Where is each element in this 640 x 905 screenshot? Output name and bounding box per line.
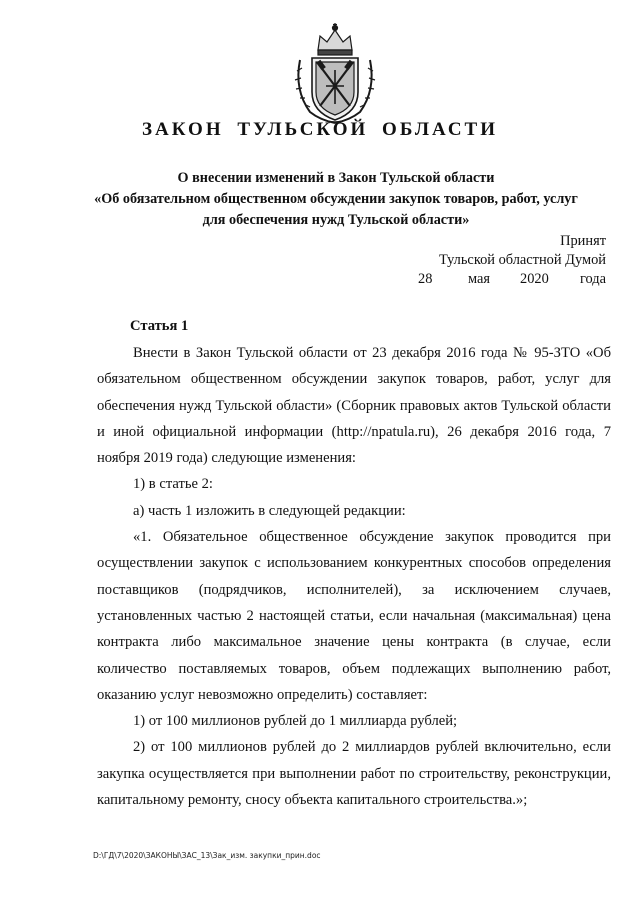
coat-of-arms-icon xyxy=(290,20,380,128)
subject-line: О внесении изменений в Закон Тульской области xyxy=(177,170,495,186)
adoption-month: мая xyxy=(468,271,491,287)
adoption-date xyxy=(418,270,606,289)
paragraph: 1) от 100 миллионов рублей до 1 миллиарда рублей; xyxy=(133,713,458,730)
file-path-footer: D:\ГД\7\2020\ЗАКОНЫ\ЗАС_13\Зак_изм. закупки_прин.doc xyxy=(93,851,321,860)
paragraph: а) часть 1 изложить в следующей редакции: xyxy=(133,502,406,519)
paragraph: 1) в статье 2: xyxy=(133,476,213,493)
article-title: Статья 1 xyxy=(130,318,189,334)
paragraph: Внести в Закон Тульской области от 23 декабря 2016 года № 95-ЗТО «Об обязательном общественном обсуждении закупок товаров, работ, услуг для обеспечения нужд Тульской области» (Сборник правовых актов Тульской области и иной официальной информации (http://npatula.ru), 26 декабря 2016 года, 7 ноября 2019 года) следующие изменения: xyxy=(97,345,611,467)
adoption-body: Тульской областной Думой xyxy=(439,252,606,268)
paragraph: «1. Обязательное общественное обсуждение закупок проводится при осуществлении закупок с использованием конкурентных способов определения поставщиков (подрядчиков, исполнителей), за исключением случаев, установленных частью 2 настоящей статьи, если начальная (максимальная) цена контракта либо максимальное значение цены контракта (в случае, если количество поставляемых товаров, объем подлежащих выполнению работ, оказанию услуг невозможно определить) составляет: xyxy=(97,529,611,703)
adoption-year-word: года xyxy=(579,271,606,287)
subject-line: для обеспечения нужд Тульской области» xyxy=(202,212,470,228)
adoption-block xyxy=(418,232,606,289)
law-subject xyxy=(70,168,602,231)
subject-line: «Об обязательном общественном обсуждении закупок товаров, работ, услуг xyxy=(94,191,578,207)
article-body xyxy=(97,340,611,813)
adoption-status: Принят xyxy=(560,233,606,249)
adoption-year: 2020 xyxy=(520,271,549,287)
law-title: ЗАКОН ТУЛЬСКОЙ ОБЛАСТИ xyxy=(141,119,499,140)
paragraph: 2) от 100 миллионов рублей до 2 миллиардов рублей включительно, если закупка осуществляется при выполнении работ по строительству, реконструкции, капитальному ремонту, сносу объекта капитального строительства.»; xyxy=(97,739,611,809)
adoption-day: 28 xyxy=(418,271,433,287)
